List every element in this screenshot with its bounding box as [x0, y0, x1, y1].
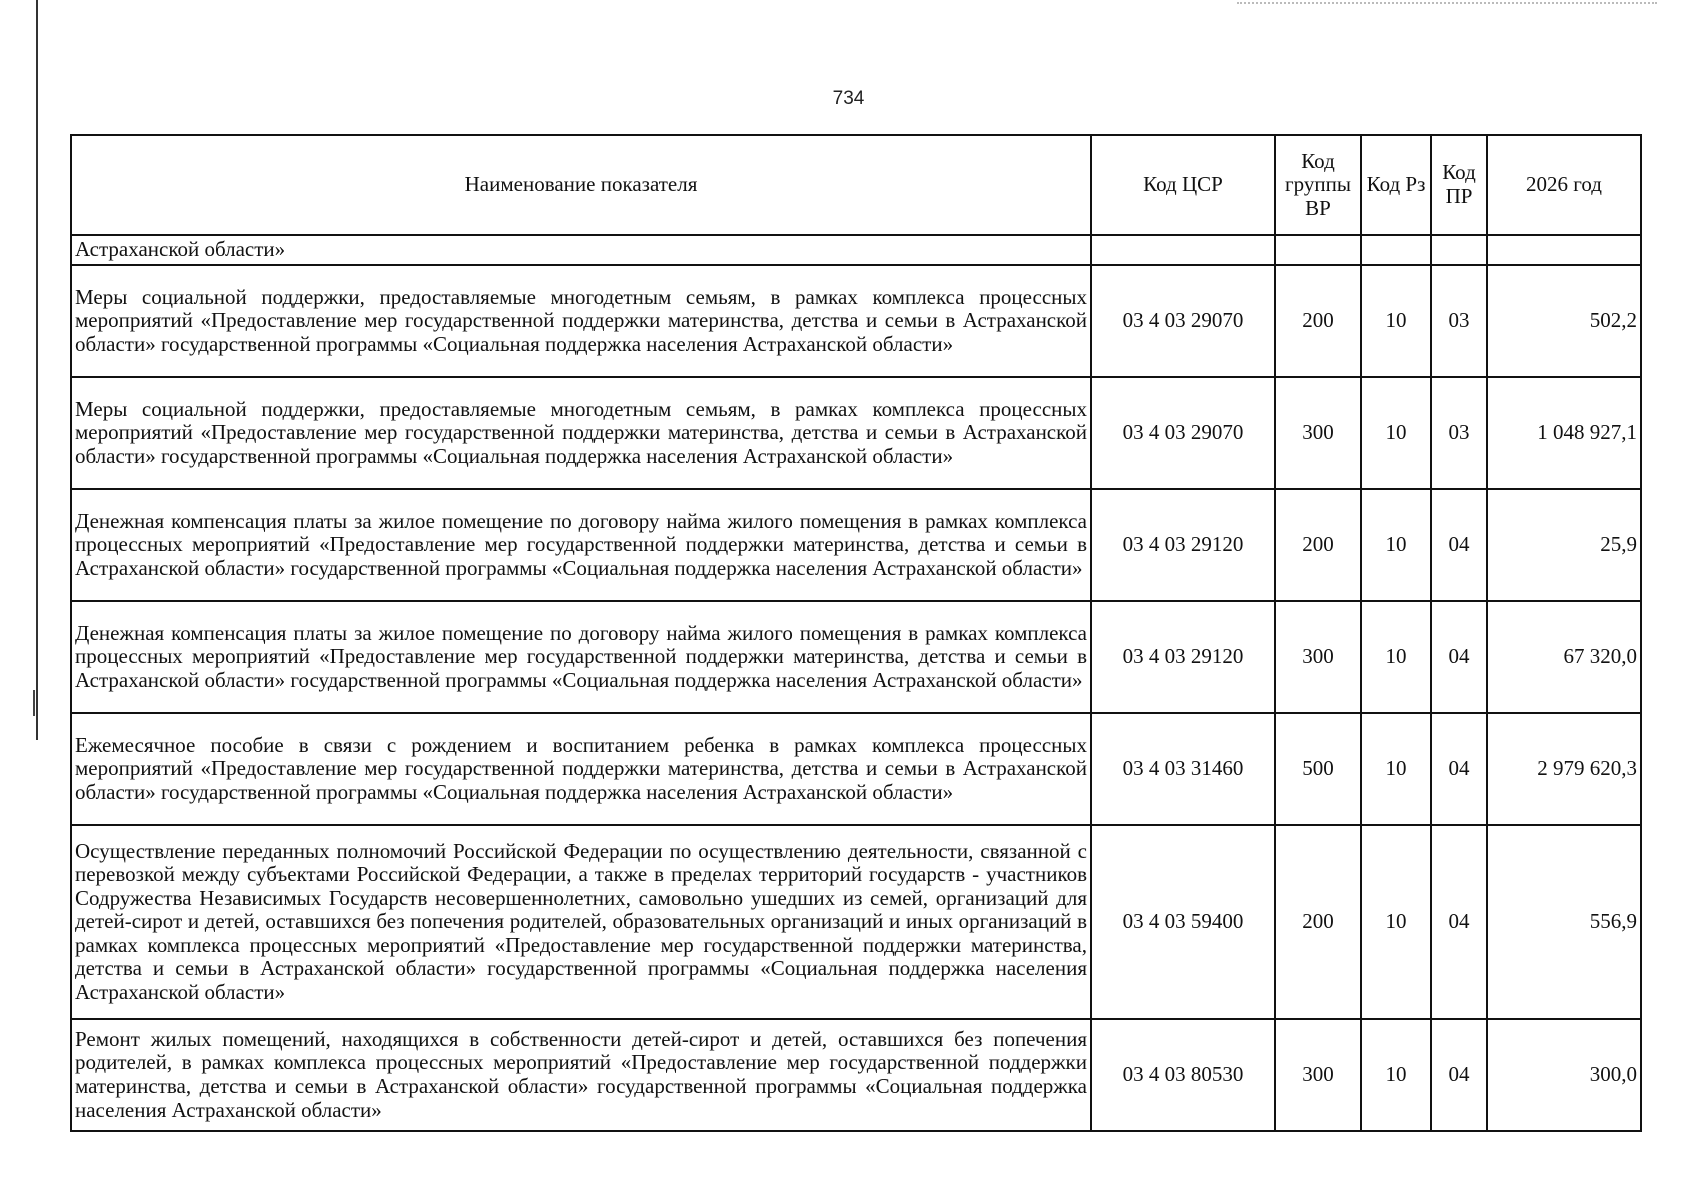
header-csr-code: Код ЦСР [1091, 135, 1275, 235]
budget-table [70, 134, 1642, 1132]
row-amount: 502,2 [1487, 265, 1641, 377]
row-rz-code: 10 [1361, 713, 1431, 825]
table-row [71, 265, 1641, 377]
row-csr-code: 03 4 03 29070 [1091, 377, 1275, 489]
row-vr-code: 300 [1275, 377, 1361, 489]
row-pr-code: 03 [1431, 265, 1487, 377]
row-rz-code: 10 [1361, 825, 1431, 1019]
row-rz-code: 10 [1361, 377, 1431, 489]
row-pr-code: 04 [1431, 601, 1487, 713]
table-cell-empty [1275, 235, 1361, 265]
row-amount: 2 979 620,3 [1487, 713, 1641, 825]
table-row [71, 713, 1641, 825]
scan-left-edge-line [36, 0, 38, 740]
row-rz-code: 10 [1361, 601, 1431, 713]
scan-top-dots [1237, 2, 1657, 10]
continuation-text: Астраханской области» [71, 235, 1091, 265]
table-header-row [71, 135, 1641, 235]
row-csr-code: 03 4 03 59400 [1091, 825, 1275, 1019]
row-csr-code: 03 4 03 29120 [1091, 489, 1275, 601]
row-pr-code: 04 [1431, 825, 1487, 1019]
row-name: Осуществление переданных полномочий Российской Федерации по осуществлению деятельности, связанной с перевозкой между субъектами Российской Федерации, а также в пределах территорий государств - участников Содружества Независимых Государств несовершеннолетних, самовольно ушедших из семей, организаций для детей-сирот и детей, оставшихся без попечения родителей, образовательных организаций и иных организаций в рамках комплекса процессных мероприятий «Предоставление мер государственной поддержки материнства, детства и семьи в Астраханской области» государственной программы «Социальная поддержка населения Астраханской области» [71, 825, 1091, 1019]
table-row-continuation [71, 235, 1641, 265]
table-row [71, 601, 1641, 713]
table-row [71, 1019, 1641, 1131]
row-vr-code: 300 [1275, 1019, 1361, 1131]
row-name: Меры социальной поддержки, предоставляемые многодетным семьям, в рамках комплекса процессных мероприятий «Предоставление мер государственной поддержки материнства, детства и семьи в Астраханской области» государственной программы «Социальная поддержка населения Астраханской области» [71, 377, 1091, 489]
row-csr-code: 03 4 03 80530 [1091, 1019, 1275, 1131]
row-pr-code: 04 [1431, 489, 1487, 601]
row-name: Меры социальной поддержки, предоставляемые многодетным семьям, в рамках комплекса процессных мероприятий «Предоставление мер государственной поддержки материнства, детства и семьи в Астраханской области» государственной программы «Социальная поддержка населения Астраханской области» [71, 265, 1091, 377]
row-name: Денежная компенсация платы за жилое помещение по договору найма жилого помещения в рамках комплекса процессных мероприятий «Предоставление мер государственной поддержки материнства, детства и семьи в Астраханской области» государственной программы «Социальная поддержка населения Астраханской области» [71, 601, 1091, 713]
row-amount: 556,9 [1487, 825, 1641, 1019]
row-pr-code: 03 [1431, 377, 1487, 489]
table-cell-empty [1487, 235, 1641, 265]
page-number: 734 [832, 88, 865, 109]
row-vr-code: 500 [1275, 713, 1361, 825]
header-year-2026: 2026 год [1487, 135, 1641, 235]
table-cell-empty [1091, 235, 1275, 265]
row-csr-code: 03 4 03 29120 [1091, 601, 1275, 713]
header-vr-code: Код группы ВР [1275, 135, 1361, 235]
table-row [71, 825, 1641, 1019]
row-amount: 25,9 [1487, 489, 1641, 601]
row-vr-code: 200 [1275, 825, 1361, 1019]
row-name: Денежная компенсация платы за жилое помещение по договору найма жилого помещения в рамках комплекса процессных мероприятий «Предоставление мер государственной поддержки материнства, детства и семьи в Астраханской области» государственной программы «Социальная поддержка населения Астраханской области» [71, 489, 1091, 601]
row-name: Ремонт жилых помещений, находящихся в собственности детей-сирот и детей, оставшихся без попечения родителей, в рамках комплекса процессных мероприятий «Предоставление мер государственной поддержки материнства, детства и семьи в Астраханской области» государственной программы «Социальная поддержка населения Астраханской области» [71, 1019, 1091, 1131]
row-vr-code: 200 [1275, 489, 1361, 601]
row-amount: 67 320,0 [1487, 601, 1641, 713]
header-rz-code: Код Рз [1361, 135, 1431, 235]
row-amount: 1 048 927,1 [1487, 377, 1641, 489]
row-rz-code: 10 [1361, 1019, 1431, 1131]
row-pr-code: 04 [1431, 1019, 1487, 1131]
table-cell-empty [1361, 235, 1431, 265]
row-vr-code: 300 [1275, 601, 1361, 713]
row-amount: 300,0 [1487, 1019, 1641, 1131]
table-cell-empty [1431, 235, 1487, 265]
row-csr-code: 03 4 03 29070 [1091, 265, 1275, 377]
row-vr-code: 200 [1275, 265, 1361, 377]
table-row [71, 377, 1641, 489]
row-pr-code: 04 [1431, 713, 1487, 825]
row-rz-code: 10 [1361, 489, 1431, 601]
row-name: Ежемесячное пособие в связи с рождением и воспитанием ребенка в рамках комплекса процессных мероприятий «Предоставление мер государственной поддержки материнства, детства и семьи в Астраханской области» государственной программы «Социальная поддержка населения Астраханской области» [71, 713, 1091, 825]
table-row [71, 489, 1641, 601]
scan-left-edge-mark [33, 690, 35, 716]
header-pr-code: Код ПР [1431, 135, 1487, 235]
row-rz-code: 10 [1361, 265, 1431, 377]
row-csr-code: 03 4 03 31460 [1091, 713, 1275, 825]
header-name: Наименование показателя [71, 135, 1091, 235]
